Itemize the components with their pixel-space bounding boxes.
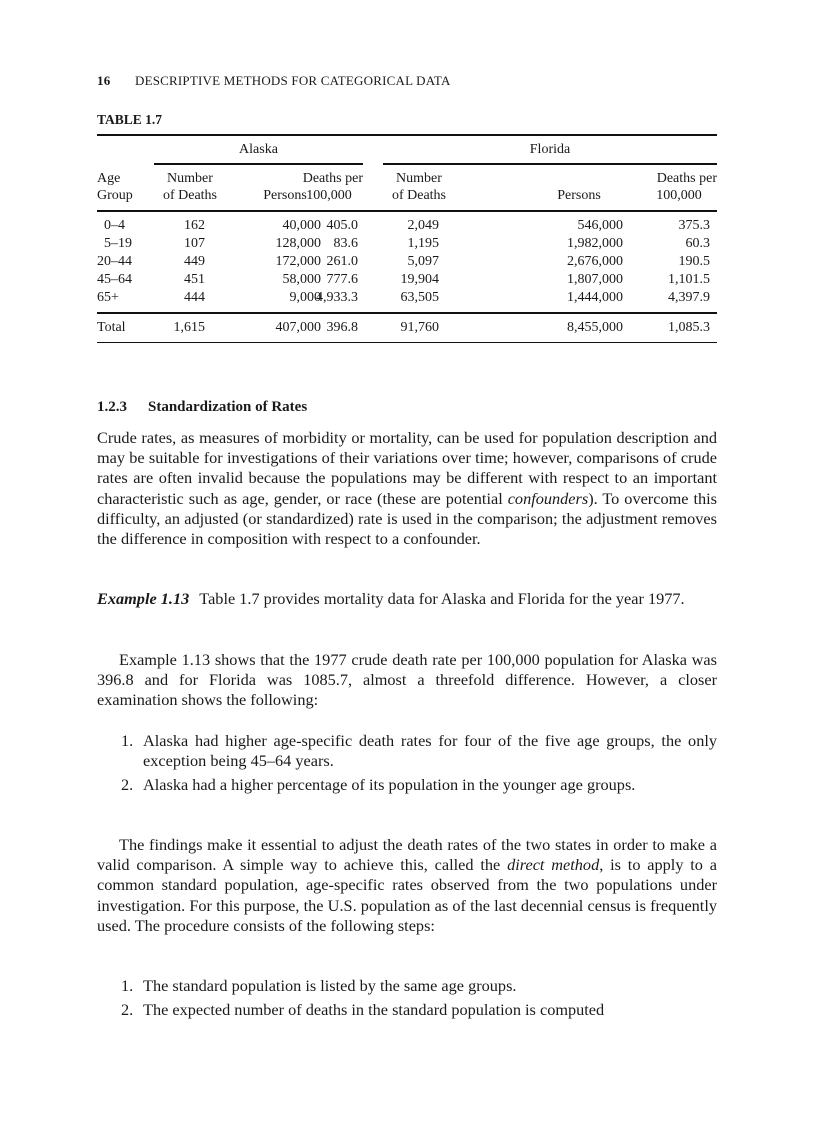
ak-rate: 4,933.3 bbox=[316, 290, 358, 305]
age-group: 20–44 bbox=[97, 254, 132, 269]
ak-persons: 58,000 bbox=[282, 272, 321, 287]
age-group: 65+ bbox=[97, 290, 119, 305]
spanner-rule-alaska bbox=[154, 163, 363, 165]
col-header-ak-deaths-1: Number bbox=[167, 171, 213, 186]
age-group: 0–4 bbox=[104, 218, 125, 233]
paragraph-text: , is to apply to a common standard population, age-specific rates observed from the two populations under investigation. For this purpose, the U.S. population as of the last decennial census is frequently used. The procedure consists of the following steps: bbox=[97, 855, 718, 935]
fl-deaths: 5,097 bbox=[407, 254, 439, 269]
emphasis-confounders: confounders bbox=[507, 488, 589, 508]
list-number: 2. bbox=[121, 1000, 134, 1020]
section-title: Standardization of Rates bbox=[148, 399, 308, 415]
fl-rate: 375.3 bbox=[678, 218, 710, 233]
ak-persons: 128,000 bbox=[275, 236, 321, 251]
list-text: Alaska had higher age-specific death rates for four of the five age groups, the only exception being 45–64 years. bbox=[143, 731, 717, 771]
example-label: Example 1.13 bbox=[97, 589, 190, 608]
list-text: Alaska had a higher percentage of its population in the younger age groups. bbox=[143, 775, 636, 795]
ak-deaths: 162 bbox=[184, 218, 205, 233]
ak-persons: 40,000 bbox=[282, 218, 321, 233]
ak-rate: 261.0 bbox=[326, 254, 358, 269]
stub-header-line2: Group bbox=[97, 188, 133, 203]
list-number: 1. bbox=[121, 976, 134, 995]
running-head bbox=[97, 73, 451, 89]
fl-rate: 190.5 bbox=[678, 254, 710, 269]
ak-persons: 172,000 bbox=[275, 254, 321, 269]
ak-deaths: 107 bbox=[184, 236, 205, 251]
list-number: 2. bbox=[121, 775, 134, 795]
fl-persons: 546,000 bbox=[577, 218, 623, 233]
paragraph-crude-rates bbox=[97, 428, 717, 549]
paragraph-direct-method bbox=[97, 835, 717, 936]
section-number: 1.2.3 bbox=[97, 399, 127, 415]
group-label-alaska: Alaska bbox=[239, 142, 278, 157]
paragraph-text: ). To overcome this difficulty, an adjusted (or standardized) rate is used in the comparison; the adjustment removes the difference in composition with respect to a confounder. bbox=[97, 488, 717, 549]
col-header-fl-rate-2: 100,000 bbox=[656, 188, 702, 203]
table-bottom-rule bbox=[97, 342, 717, 343]
col-header-ak-rate-1: Deaths per bbox=[302, 171, 363, 186]
col-header-fl-rate-1: Deaths per bbox=[656, 171, 717, 186]
list-item bbox=[97, 1000, 717, 1020]
procedure-steps-list bbox=[97, 976, 717, 1024]
fl-persons-total: 8,455,000 bbox=[567, 320, 623, 335]
paragraph-text: The findings make it essential to adjust the death rates of the two states in order to make a valid comparison. A simple way to achieve this, called the bbox=[97, 835, 717, 875]
findings-list bbox=[97, 731, 717, 800]
running-head-title: DESCRIPTIVE METHODS FOR CATEGORICAL DATA bbox=[135, 73, 451, 88]
age-group: 5–19 bbox=[104, 236, 132, 251]
header-bottom-rule bbox=[97, 210, 717, 212]
fl-persons: 2,676,000 bbox=[567, 254, 623, 269]
fl-deaths: 2,049 bbox=[407, 218, 439, 233]
list-number: 1. bbox=[121, 731, 134, 750]
list-item bbox=[97, 976, 717, 996]
ak-rate: 405.0 bbox=[326, 218, 358, 233]
example-1-13 bbox=[97, 589, 717, 609]
list-item bbox=[97, 775, 717, 795]
fl-persons: 1,444,000 bbox=[567, 290, 623, 305]
paragraph-crude-comparison: Example 1.13 shows that the 1977 crude death rate per 100,000 population for Alaska was 396.8 and for Florida was 1085.7, almost a threefold difference. However, a closer examination shows the following: bbox=[97, 650, 717, 710]
table-top-rule bbox=[97, 134, 717, 136]
fl-deaths: 1,195 bbox=[407, 236, 439, 251]
fl-deaths: 19,904 bbox=[400, 272, 439, 287]
col-header-ak-rate-2: 100,000 bbox=[306, 188, 352, 203]
fl-deaths: 63,505 bbox=[400, 290, 439, 305]
fl-persons: 1,982,000 bbox=[567, 236, 623, 251]
fl-rate: 4,397.9 bbox=[668, 290, 710, 305]
col-header-ak-persons: Persons bbox=[263, 188, 307, 203]
ak-deaths: 451 bbox=[184, 272, 205, 287]
ak-deaths-total: 1,615 bbox=[173, 320, 205, 335]
ak-rate: 777.6 bbox=[326, 272, 358, 287]
group-label-florida: Florida bbox=[529, 142, 571, 157]
paragraph-text: Crude rates, as measures of morbidity or mortality, can be used for population description and may be suitable for investigations of their variations over time; however, comparisons of crude rates are often invalid because the populations may be different with respect to an important characteristic such as age, gender, or race (these are potential bbox=[97, 428, 717, 508]
ak-deaths: 444 bbox=[184, 290, 205, 305]
total-label: Total bbox=[97, 320, 126, 335]
total-top-rule bbox=[97, 312, 717, 314]
spanner-rule-florida bbox=[383, 163, 717, 165]
fl-deaths-total: 91,760 bbox=[400, 320, 439, 335]
list-text: The expected number of deaths in the standard population is computed bbox=[143, 1000, 605, 1020]
stub-header-line1: Age bbox=[97, 171, 121, 186]
page-number: 16 bbox=[97, 73, 111, 88]
example-text: Table 1.7 provides mortality data for Alaska and Florida for the year 1977. bbox=[199, 589, 685, 608]
ak-persons: 9,000 bbox=[289, 290, 321, 305]
list-item bbox=[97, 731, 717, 771]
ak-rate-total: 396.8 bbox=[326, 320, 358, 335]
section-heading bbox=[97, 399, 307, 416]
table-title: TABLE 1.7 bbox=[97, 112, 163, 127]
age-group: 45–64 bbox=[97, 272, 132, 287]
col-header-fl-deaths-1: Number bbox=[396, 171, 442, 186]
fl-rate: 60.3 bbox=[685, 236, 710, 251]
fl-rate: 1,101.5 bbox=[668, 272, 710, 287]
col-header-fl-persons: Persons bbox=[557, 188, 601, 203]
col-header-fl-deaths-2: of Deaths bbox=[391, 188, 447, 203]
ak-rate: 83.6 bbox=[333, 236, 358, 251]
fl-rate-total: 1,085.3 bbox=[668, 320, 710, 335]
list-text: The standard population is listed by the same age groups. bbox=[143, 976, 517, 995]
emphasis-direct-method: direct method bbox=[507, 855, 600, 875]
fl-persons: 1,807,000 bbox=[567, 272, 623, 287]
ak-deaths: 449 bbox=[184, 254, 205, 269]
col-header-ak-deaths-2: of Deaths bbox=[162, 188, 218, 203]
ak-persons-total: 407,000 bbox=[275, 320, 321, 335]
